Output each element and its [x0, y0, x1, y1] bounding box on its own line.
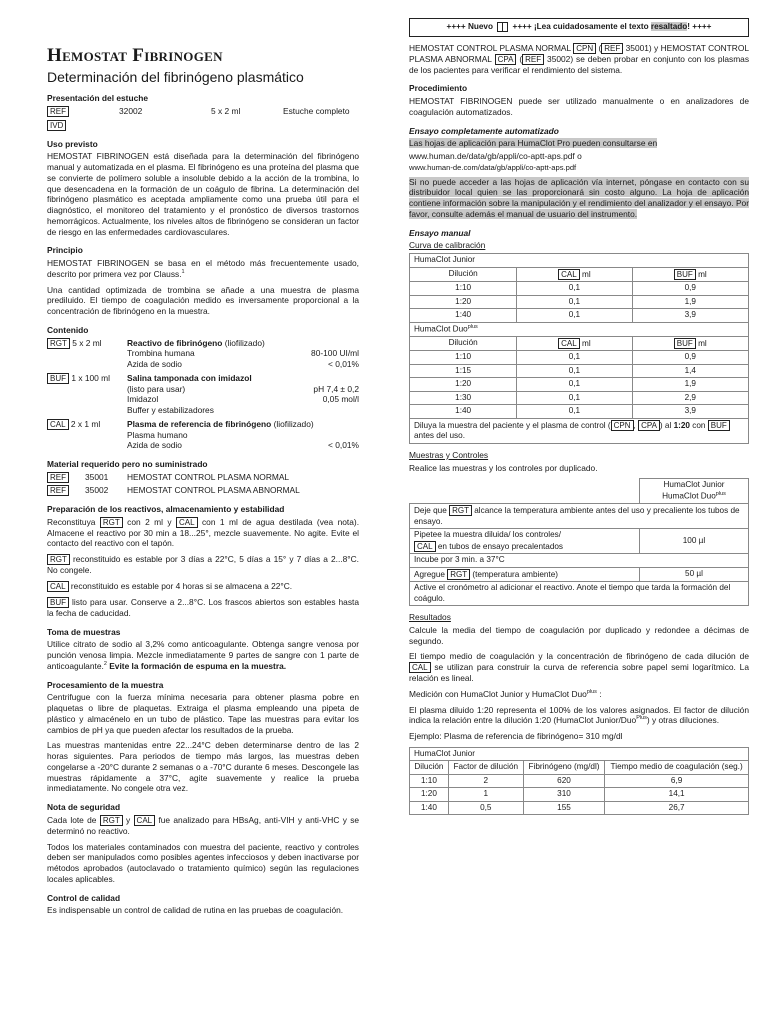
contenido-item: RGT 5 x 2 ml Reactivo de fibrinógeno (liofilizado) Trombina humana 80-100 UI/ml Azida de sodio < 0,01%	[47, 338, 359, 370]
table-row: Active el cronómetro al adicionar el reactivo. Anote el tiempo que tarda la formación del coágulo.	[410, 582, 749, 606]
principio-heading: Principio	[47, 245, 83, 256]
left-column	[47, 46, 359, 921]
muestras-intro: Realice las muestras y los controles por duplicado.	[409, 462, 598, 473]
procedimiento-text: HEMOSTAT FIBRINOGEN puede ser utilizado manualmente o en analizadores de coagulación automatizados.	[409, 96, 749, 117]
material-item: REF 35002 HEMOSTAT CONTROL PLASMA ABNORMAL	[47, 485, 359, 496]
table-row: 1:20 1 310 14,1	[410, 788, 749, 802]
procesamiento-heading: Procesamiento de la muestra	[47, 679, 164, 690]
table-row: 1:15 0,1 1,4	[410, 364, 749, 378]
procesamiento-text-1: Centrifugue con la fuerza mínima necesaria para obtener plasma pobre en plaquetas o libre de plaquetas. Extraiga el plasma empleando una pipeta de plástico y almacénelo en un tubo de plástico. Tape las muestras para evitar los cambios de pH ya que pueden afectar los resultados de la prueba.	[47, 692, 359, 735]
document-title: Hemostat Fibrinogen	[47, 45, 223, 66]
ivd-symbol: IVD	[47, 120, 66, 131]
seguridad-text-1: Cada lote de RGT y CAL fue analizado para HBsAg, anti-VIH y anti-VHC y se determinó no reactivo.	[47, 814, 360, 836]
results-table: HumaClot Junior Dilución Factor de dilución Fibrinógeno (mg/dl) Tiempo medio de coagulación (seg.) 1:10 2 620 6,9 1:20 1 310 14,1 1:40 0,5 155 26,7	[409, 747, 749, 816]
resultados-text-4: El plasma diluido 1:20 representa el 100% de los valores asignados. El factor de dilución indica la relación entre la dilución 1:20 (HumaClot Junior/Duo$^{Plus}$) y otras diluciones.	[409, 704, 749, 726]
prep-text-2: RGT reconstituido es estable por 3 días a 22°C, 5 días a 15° y 7 días a 2...8°C. No congele.	[47, 554, 359, 576]
control-calidad-heading: Control de calidad	[47, 892, 121, 903]
table-row: 1:40 0,5 155 26,7	[410, 801, 749, 815]
muestras-heading: Muestras y Controles	[409, 449, 489, 460]
automatizado-heading: Ensayo completamente automatizado	[409, 125, 559, 136]
kit-size: 5 x 2 ml	[211, 105, 241, 116]
resultados-text-1: Calcule la media del tiempo de coagulación por duplicado y redondee a décimas de segundo.	[409, 624, 749, 646]
procedimiento-heading: Procedimiento	[409, 83, 468, 94]
table-row: 1:10 0,1 0,9	[410, 282, 749, 296]
prep-text-4: BUF listo para usar. Conserve a 2...8°C. Los frascos abiertos son estables hasta la fecha de caducidad.	[47, 596, 360, 618]
presentation-heading: Presentación del estuche	[47, 92, 149, 103]
manual-heading: Ensayo manual	[409, 227, 471, 238]
material-heading: Material requerido pero no suministrado	[47, 459, 208, 470]
principio-text-1: HEMOSTAT FIBRINOGEN se basa en el método más frecuentemente usado, descrito por primera vez por Clauss.$^1$	[47, 258, 359, 279]
table-row: Deje que RGT alcance la temperatura ambiente antes del uso y precaliente los tubos de ensayo.	[410, 504, 749, 529]
table-row: 1:20 0,1 1,9	[410, 295, 749, 309]
table-row: 1:30 0,1 2,9	[410, 391, 749, 405]
presentation-block	[47, 106, 359, 131]
material-item: REF 35001 HEMOSTAT CONTROL PLASMA NORMAL	[47, 472, 359, 483]
table-row: 1:40 0,1 3,9	[410, 405, 749, 419]
automatizado-text-2: Si no puede acceder a las hojas de aplicación vía internet, póngase en contacto con su distribuidor local quien se las proporcionará sin costo alguno. La hoja de aplicación contiene información sobre la manipulación y el rendimiento del analizador y el ensayo. Por favor, consulte además el manual de usuario del instrumento.	[409, 176, 749, 219]
right-column	[409, 18, 749, 815]
control-plasma-text: HEMOSTAT CONTROL PLASMA NORMAL CPN ( REF 35001) y HEMOSTAT CONTROL PLASMA ABNORMAL CPA ( REF 35002) se deben probar en conjunto con los plasmas de los pacientes para verificar el rendimiento del sistema.	[409, 42, 750, 75]
resultados-text-2: El tiempo medio de coagulación y la concentración de fibrinógeno de cada dilución de CAL se utilizan para construir la curva de referencia sobre papel semi logarítmico. La relación es lineal.	[409, 651, 749, 684]
curva-heading: Curva de calibración	[409, 240, 486, 251]
procesamiento-text-2: Las muestras mantenidas entre 22...24°C deben determinarse dentro de las 2 horas siguientes. Para periodos de tiempo más largos, las muestras deben congelarse a -20°C durante 2 semanas o a -70°C durante 6 meses. Descongele las muestras rápidamente a 37°C, agite suavemente y realice la prueba inmediatamente. No congele otra vez.	[47, 740, 359, 794]
automatizado-text-1: Las hojas de aplicación para HumaClot Pro pueden consultarse en	[409, 138, 658, 149]
uso-heading: Uso previsto	[47, 138, 98, 149]
resultados-heading: Resultados	[409, 612, 451, 623]
seguridad-text-2: Todos los materiales contaminados con muestra del paciente, reactivo y controles deben ser manipulados como posibles agentes infecciosos y deben inactivarse por métodos aprobados (autoclavado o tratamiento químico) según las regulaciones locales aplicables.	[47, 841, 359, 884]
material-list	[47, 472, 359, 496]
uso-text: HEMOSTAT FIBRINOGEN está diseñada para la determinación del fibrinógeno manual y automatizada en el plasma. El fibrinógeno es una proteína del plasma que se convierte de polímero soluble a insoluble debido a la acción de la trombina, lo que desencadena en la formación de un coágulo de fibrina. La determinación del fibrinógeno plasmático es aceptada ampliamente como una prueba útil para el diagnóstico, el monitoreo del tratamiento y el pronóstico de diversos trastornos hemorrágicos. Actualmente, los niveles altos de fibrinógeno se consideran un factor de riesgo en las enfermedades cardiovasculares.	[47, 151, 359, 237]
table-row: Incube por 3 min. a 37°C	[410, 554, 749, 568]
calibration-table: HumaClot Junior Dilución CAL ml BUF ml 1:10 0,1 0,9 1:20 0,1 1,9 1:40 0,1 3,9 HumaClot Duo$^{plus}$ Dilución CAL ml BUF ml 1:10 0,1 0,9 1:15 0,1 1,4 1:20 0,1 1,9 1:30 0,1 2,9 1:40 0,1 3,9 Diluya la muestra del paciente y el plasma de control ( CPN , CPA ) al 1:20 con BUF antes del uso.	[409, 253, 749, 444]
contenido-list	[47, 338, 359, 452]
table-row: 1:10 2 620 6,9	[410, 774, 749, 788]
table-row: 1:10 0,1 0,9	[410, 351, 749, 365]
prep-text-1: Reconstituya RGT con 2 ml y CAL con 1 ml de agua destilada (vea nota). Almacene el reactivo por 30 min a 18...25°, mezcle suavemente. No agite. Evite el contacto del reactivo con el tapón.	[47, 516, 360, 549]
prep-text-3: CAL reconstituido es estable por 4 horas si se almacena a 22°C.	[47, 581, 359, 592]
seguridad-heading: Nota de seguridad	[47, 802, 121, 813]
url-link-1[interactable]: www.human.de/data/gb/appli/co-aptt-aps.pdf o	[409, 151, 582, 162]
table-row: Pipetee la muestra diluida/ los controles/ CAL en tubos de ensayo precalentados 100 µl	[410, 529, 749, 554]
control-calidad-text: Es indispensable un control de calidad de rutina en las pruebas de coagulación.	[47, 905, 344, 916]
contenido-item: BUF 1 x 100 ml Salina tamponada con imidazol (listo para usar) pH 7,4 ± 0,2 Imidazol 0,05 mol/l Buffer y estabilizadores	[47, 373, 359, 416]
toma-text: Utilice citrato de sodio al 3,2% como anticoagulante. Obtenga sangre venosa por punción venosa limpia. Mezcle inmediatamente 9 partes de sangre con 1 parte de anticoagulante.$^2$ Evite la formación de espuma en la muestra.	[47, 639, 359, 671]
principio-text-2: Una cantidad optimizada de trombina se añade a una muestra de plasma prediluido. El tiempo de coagulación medido es inversamente proporcional a la concentración de fibrinógeno en la muestra.	[47, 284, 359, 317]
document-subtitle: Determinación del fibrinógeno plasmático	[47, 68, 304, 85]
table-row: Agregue RGT (temperatura ambiente) 50 µl	[410, 567, 749, 582]
samples-table: HumaClot Junior HumaClot Duo$^{plus}$ Deje que RGT alcance la temperatura ambiente antes del uso y precaliente los tubos de ensayo. Pipetee la muestra diluida/ los controles/ CAL en tubos de ensayo precalentados 100 µl Incube por 3 min. a 37°C Agregue RGT (temperatura ambiente) 50 µl Active el cronómetro al adicionar el reactivo. Anote el tiempo que tarda la formación del coágulo.	[409, 478, 749, 606]
notice-banner: ++++ Nuevo ++++ ¡Lea cuidadosamente el texto resaltado! ++++	[409, 18, 749, 37]
kit-code: 32002	[119, 105, 143, 116]
book-icon	[497, 22, 508, 32]
ref-symbol: REF	[47, 106, 69, 117]
toma-heading: Toma de muestras	[47, 626, 121, 637]
table-row: 1:40 0,1 3,9	[410, 309, 749, 323]
url-link-2[interactable]: www.human-de.com/data/gb/appli/co-aptt-aps.pdf	[409, 162, 577, 172]
table-row: 1:20 0,1 1,9	[410, 378, 749, 392]
resultados-text-5: Ejemplo: Plasma de referencia de fibrinógeno= 310 mg/dl	[409, 731, 623, 742]
kit-type: Estuche completo	[283, 105, 350, 116]
resultados-text-3: Medición con HumaClot Junior y HumaClot Duo$^{plus}$ :	[409, 688, 602, 699]
prep-heading: Preparación de los reactivos, almacenamiento y estabilidad	[47, 503, 285, 514]
contenido-item: CAL 2 x 1 ml Plasma de referencia de fibrinógeno (liofilizado) Plasma humano Azida de sodio < 0,01%	[47, 419, 359, 451]
contenido-heading: Contenido	[47, 324, 89, 335]
